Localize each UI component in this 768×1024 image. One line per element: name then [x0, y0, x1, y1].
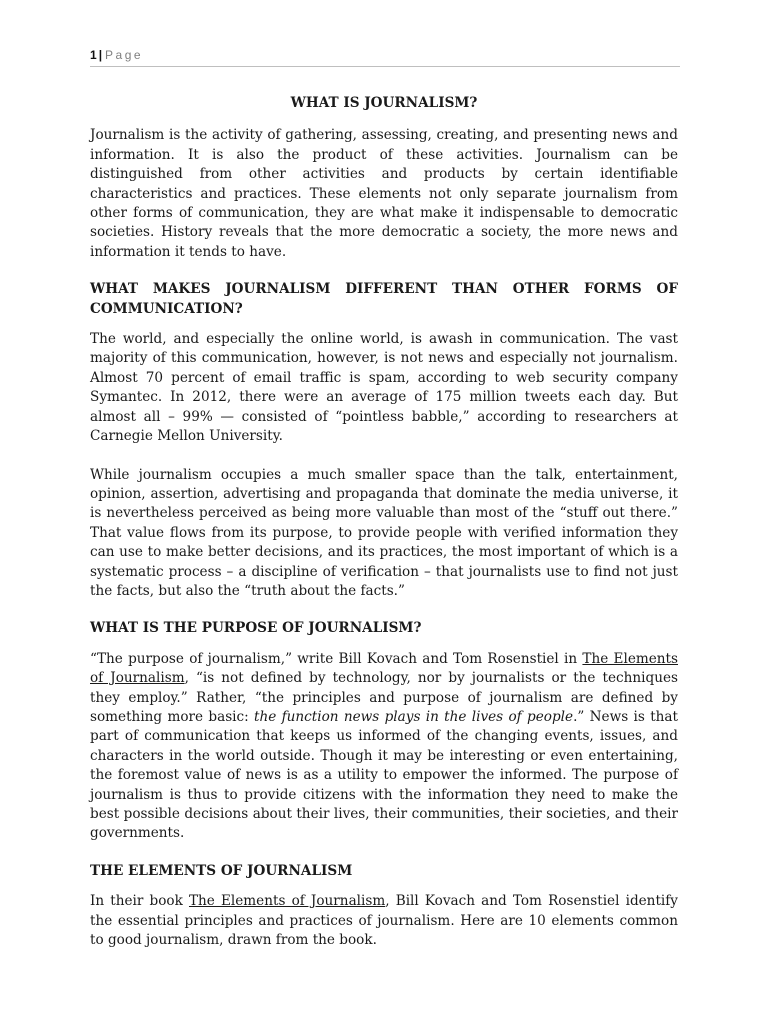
purpose-text-3: .” News is that part of communication that keeps us informed of the changing events, issues, and characters in the world outside. Though it may be interesting or even entertaining, the foremost value of news is as a utility to empower the informed. The purpose of journalism is thus to provide citizens with the information they need to make the best possible decisions about their lives, their communities, their societies, and their governments. — [90, 708, 678, 842]
document-title: WHAT IS JOURNALISM? — [290, 95, 478, 111]
section-heading-difference: WHAT MAKES JOURNALISM DIFFERENT THAN OTHER FORMS OF COMMUNICATION? — [90, 281, 678, 317]
page-label: Page — [105, 48, 144, 62]
document-body — [90, 84, 678, 950]
page-header — [90, 46, 680, 67]
section-heading-purpose: WHAT IS THE PURPOSE OF JOURNALISM? — [90, 620, 422, 637]
difference-paragraph-2: While journalism occupies a much smaller space than the talk, entertainment, opinion, assertion, advertising and propaganda that dominate the media universe, it is nevertheless perceived as being more valuable than most of the “stuff out there.” That value flows from its purpose, to provide people with verified information they can use to make better decisions, and its practices, the most important of which is a systematic process – a discipline of verification – that journalists use to find not just the facts, but also the “truth about the facts.” — [90, 466, 678, 599]
page-number: 1 — [90, 48, 97, 62]
elements-text-1: In their book — [90, 893, 189, 910]
purpose-italic-quote: the function news plays in the lives of people — [254, 708, 574, 725]
purpose-text-1: “The purpose of journalism,” write Bill Kovach and Tom Rosenstiel in — [90, 650, 583, 667]
purpose-paragraph — [90, 650, 678, 844]
book-title-link[interactable]: The Elements of Journalism — [90, 650, 678, 687]
section-heading-elements: THE ELEMENTS OF JOURNALISM — [90, 862, 353, 879]
difference-paragraph-1: The world, and especially the online world, is awash in communication. The vast majority of this communication, however, is not news and especially not journalism. Almost 70 percent of email traffic is spam, according to web security company Symantec. In 2012, there were an average of 175 million tweets each day. But almost all – 99% — consisted of “pointless babble,” according to researchers at Carnegie Mellon University. — [90, 331, 678, 445]
elements-text-2: , Bill Kovach and Tom Rosenstiel identify the essential principles and practices of journalism. Here are 10 elements common to good journalism, drawn from the book. — [90, 893, 678, 949]
book-title-link-2[interactable]: The Elements of Journalism — [188, 893, 386, 910]
purpose-text-2: , “is not defined by technology, nor by journalists or the techniques they employ.” Rather, “the principles and purpose of journalism are defined by something more basic: — [90, 670, 678, 725]
intro-paragraph: Journalism is the activity of gathering, assessing, creating, and presenting news and information. It is also the product of these activities. Journalism can be distinguished from other activities and products by certain identifiable characteristics and practices. These elements not only separate journalism from other forms of communication, they are what make it indispensable to democratic societies. History reveals that the more democratic a society, the more news and information it tends to have. — [90, 127, 678, 260]
page-separator: | — [98, 48, 103, 62]
elements-paragraph — [90, 892, 678, 950]
